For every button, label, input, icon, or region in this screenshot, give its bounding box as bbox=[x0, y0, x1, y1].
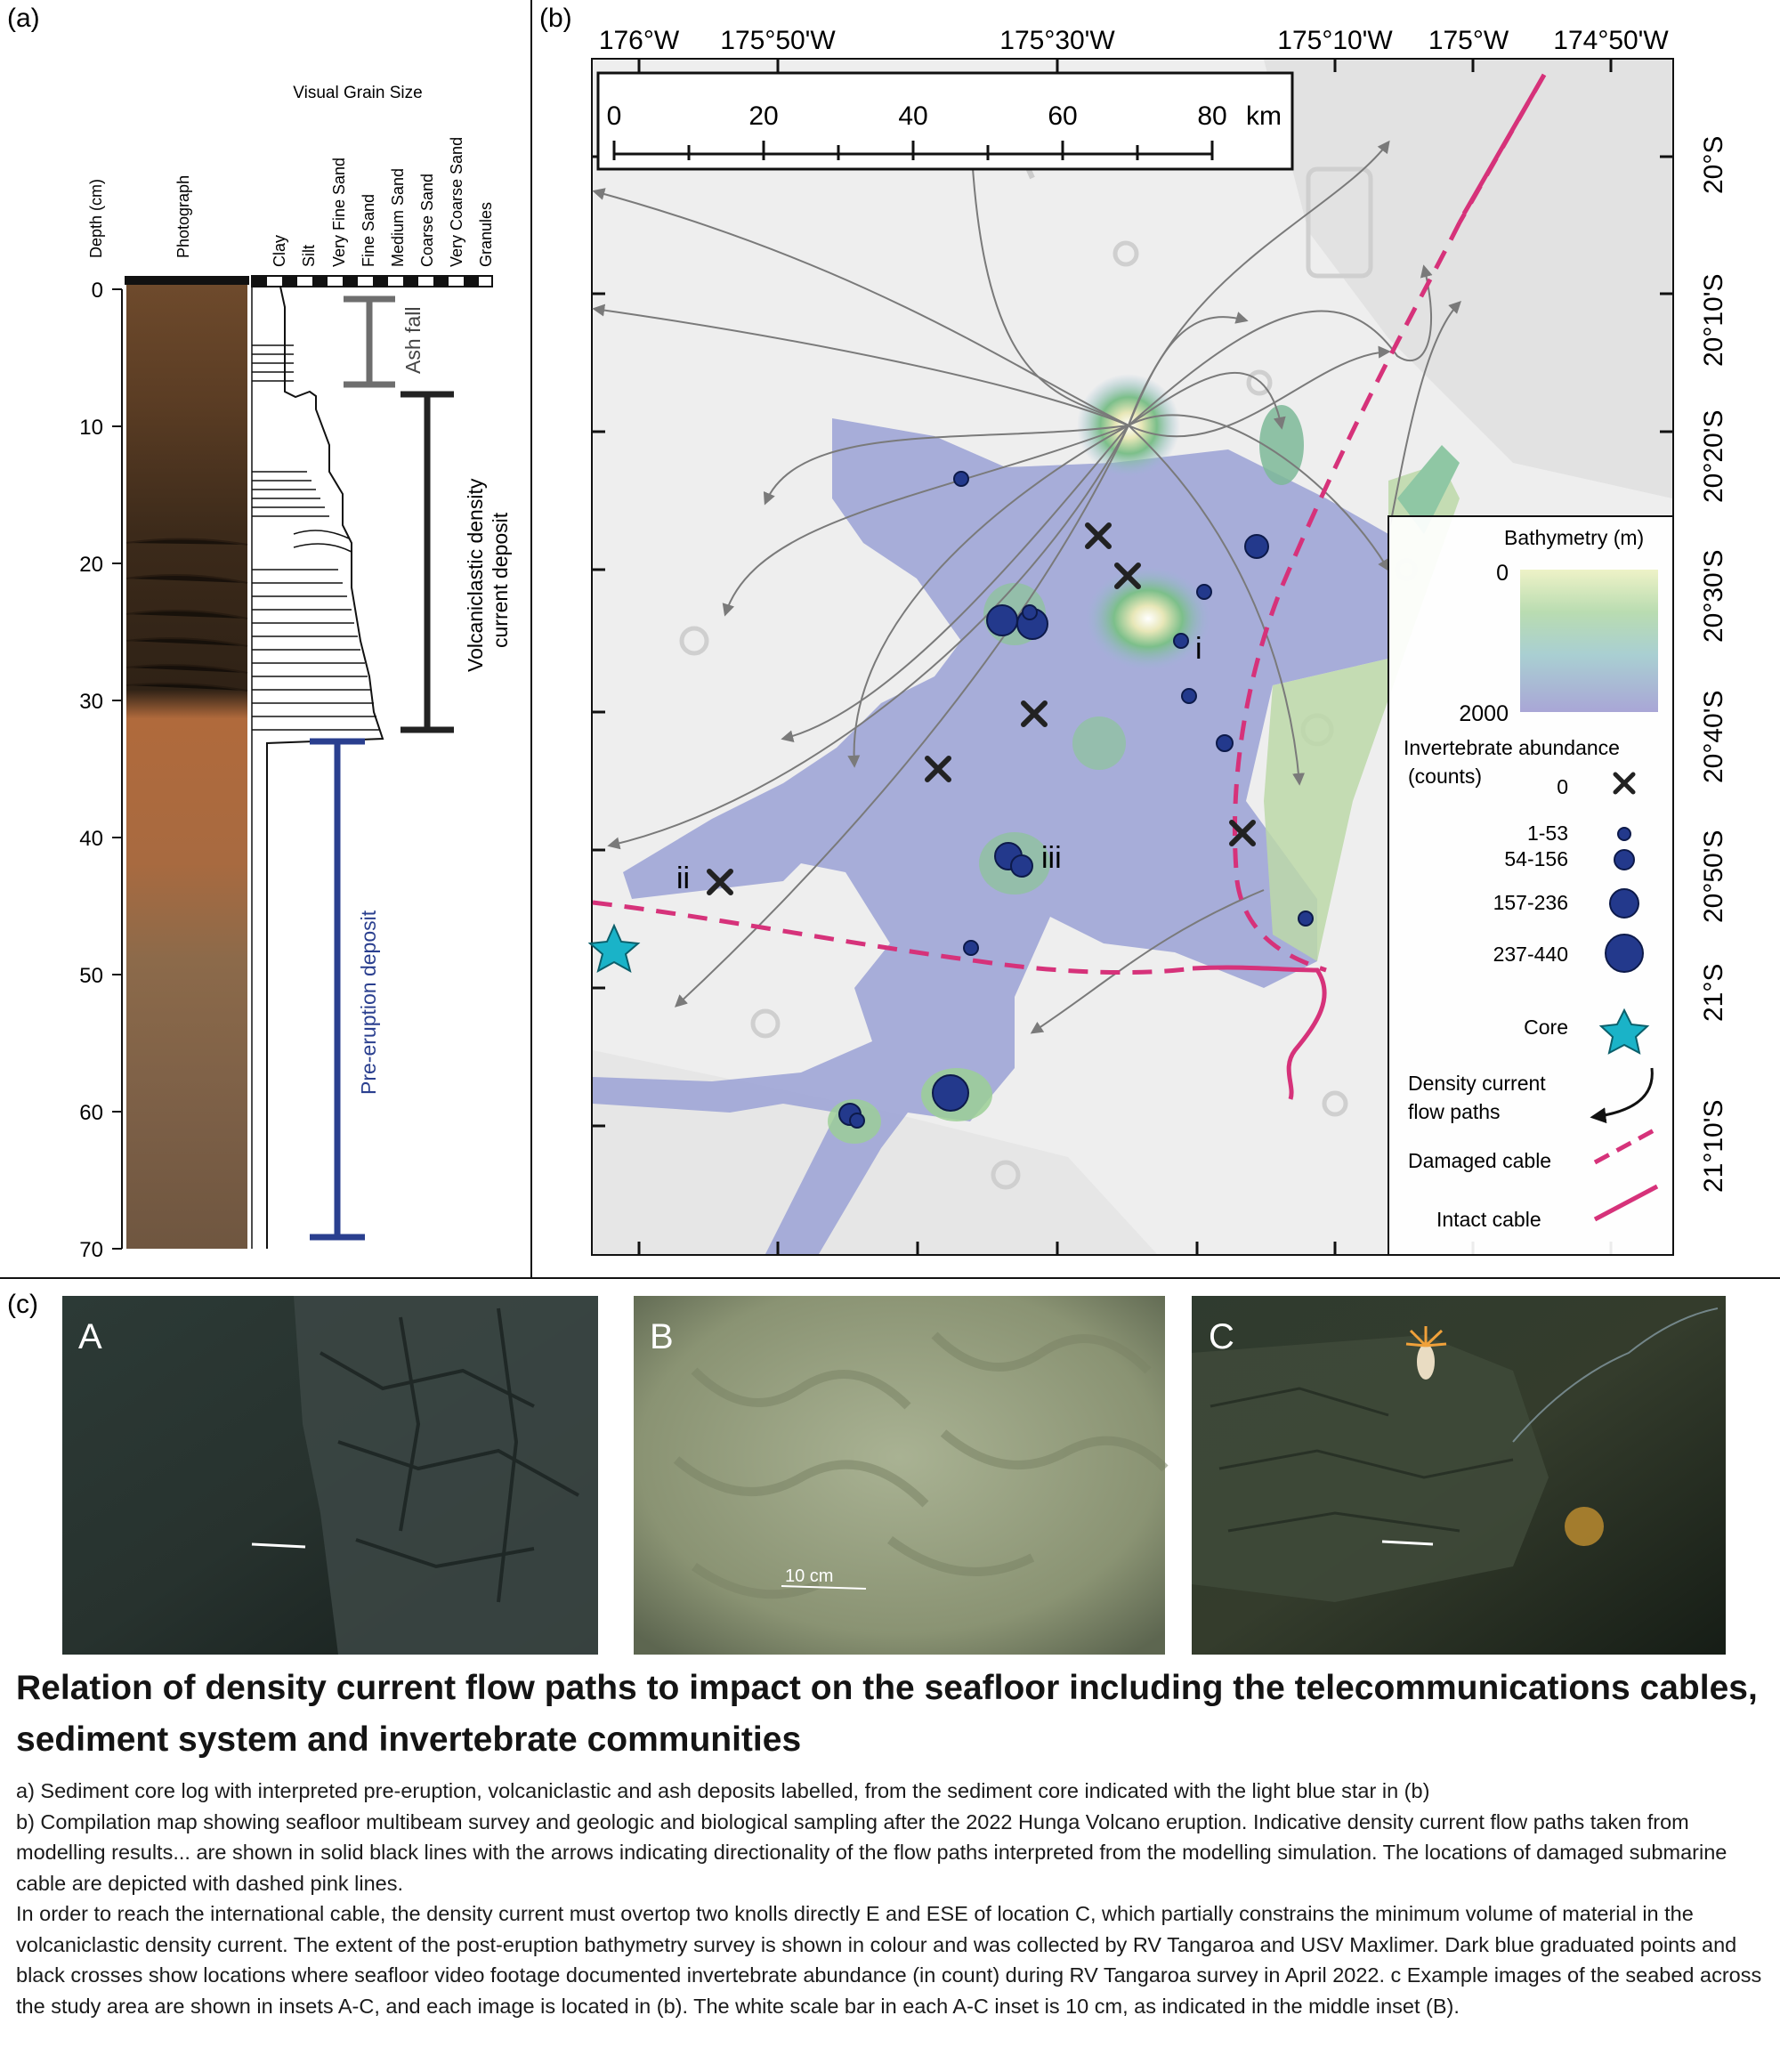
depth-axis-label: Depth (cm) bbox=[87, 178, 105, 258]
depth-tick-70: 70 bbox=[79, 1238, 103, 1262]
caption-paragraph-c: In order to reach the international cable, the density current must overtop two knolls directly E and ESE of location C, which partially constrains the minimum volume of material in the volcaniclastic density current. The extent of the post-eruption bathymetry survey is shown in colour and was collected by RV Tangaroa and USV Maxlimer. Dark blue graduated points and black crosses show locations where seafloor video footage documented invertebrate abundance (in count) during RV Tangaroa survey in April 2022. c Example images of the seabed across the study area are shown in insets A-C, and each image is located in (b). The white scale bar in each A-C inset is 10 cm, as indicated in the middle inset (B). bbox=[16, 1902, 1762, 2018]
vdc-deposit-bar bbox=[400, 394, 512, 730]
panel-label-c: (c) bbox=[7, 1290, 38, 1319]
lat-20s: 20°S bbox=[1699, 135, 1728, 194]
core-photograph bbox=[126, 285, 247, 1249]
legend-dot-small bbox=[1618, 828, 1630, 840]
caption-paragraph-b: b) Compilation map showing seafloor multibeam survey and geologic and biological sampling after the 2022 Hunga Volcano eruption. Indicative density current flow paths taken from modelling results... are shown in solid black lines with the arrows indicating directionality of the flow paths interpreted from the modelling simulation. The locations of damaged submarine cable are depicted with dashed pink lines. bbox=[16, 1809, 1727, 1895]
lon-175-10w: 175°10'W bbox=[1277, 26, 1393, 55]
panel-a-core-log bbox=[7, 4, 512, 1262]
depth-tick-10: 10 bbox=[79, 416, 103, 440]
anemone-stalk bbox=[1417, 1344, 1435, 1380]
orange-coral bbox=[1565, 1507, 1604, 1546]
depth-tick-40: 40 bbox=[79, 827, 103, 851]
legend-bathy-max: 2000 bbox=[1459, 701, 1509, 726]
grain-label-very-coarse-sand: Very Coarse Sand bbox=[448, 136, 465, 267]
legend-invertebrate-title-2: (counts) bbox=[1408, 765, 1483, 788]
legend-bathy-min: 0 bbox=[1496, 561, 1509, 586]
lon-175-30w: 175°30'W bbox=[999, 26, 1115, 55]
legend-flow-label-2: flow paths bbox=[1408, 1100, 1501, 1123]
scale-label-20: 20 bbox=[748, 101, 779, 131]
legend-bathymetry-colorbar bbox=[1520, 570, 1658, 712]
map-legend bbox=[1388, 516, 1673, 1255]
grain-label-coarse-sand: Coarse Sand bbox=[418, 173, 436, 267]
photo-a-label: A bbox=[78, 1317, 102, 1356]
grain-label-clay: Clay bbox=[271, 234, 288, 267]
panel-b-map bbox=[539, 4, 1728, 1255]
longitude-labels bbox=[599, 26, 1670, 55]
lat-20-20s: 20°20'S bbox=[1699, 409, 1728, 503]
depth-ticks bbox=[79, 279, 122, 1262]
legend-bathymetry-title: Bathymetry (m) bbox=[1504, 526, 1645, 549]
photo-a bbox=[62, 1296, 598, 1655]
scale-label-80: 80 bbox=[1197, 101, 1227, 131]
panel-label-a: (a) bbox=[7, 4, 40, 33]
legend-flow-label-1: Density current bbox=[1408, 1072, 1546, 1095]
lat-20-40s: 20°40'S bbox=[1699, 690, 1728, 783]
photo-b-scale-text: 10 cm bbox=[785, 1566, 834, 1586]
grain-label-medium-sand: Medium Sand bbox=[389, 167, 407, 267]
legend-dot-medium bbox=[1614, 850, 1634, 870]
vdc-label-line2: current deposit bbox=[489, 512, 512, 648]
latitude-labels bbox=[1699, 136, 1728, 1193]
ash-fall-bar bbox=[344, 299, 425, 384]
lat-21s: 21°S bbox=[1699, 963, 1728, 1022]
vdc-label-line1: Volcaniclastic density bbox=[464, 478, 487, 672]
lon-176w: 176°W bbox=[598, 26, 680, 55]
site-label-ii: ii bbox=[676, 862, 691, 895]
site-label-iii: iii bbox=[1041, 841, 1062, 875]
map-scale-bar bbox=[598, 73, 1292, 169]
legend-class-1: 1-53 bbox=[1526, 822, 1568, 845]
grain-size-profile bbox=[252, 287, 383, 1249]
panel-label-b: (b) bbox=[539, 4, 572, 33]
core-photo-topbar bbox=[125, 276, 249, 285]
lat-20-30s: 20°30'S bbox=[1699, 549, 1728, 643]
grain-size-labels bbox=[271, 137, 495, 267]
lon-175-50w: 175°50'W bbox=[720, 26, 836, 55]
lon-175w: 175°W bbox=[1428, 26, 1509, 55]
depth-tick-30: 30 bbox=[79, 690, 103, 714]
scale-label-0: 0 bbox=[606, 101, 622, 131]
caption-body bbox=[16, 1776, 1765, 2021]
pre-eruption-label: Pre-eruption deposit bbox=[357, 910, 380, 1095]
photograph-label: Photograph bbox=[174, 174, 192, 258]
site-label-i: i bbox=[1195, 632, 1202, 666]
photo-b-label: B bbox=[650, 1317, 674, 1356]
lat-20-50s: 20°50'S bbox=[1699, 830, 1728, 923]
legend-invertebrate-title-1: Invertebrate abundance bbox=[1404, 736, 1620, 759]
photo-c-label: C bbox=[1209, 1317, 1234, 1356]
scale-label-40: 40 bbox=[898, 101, 928, 131]
legend-dot-xlarge bbox=[1606, 935, 1643, 972]
grain-label-granules: Granules bbox=[477, 201, 495, 267]
legend-dot-large bbox=[1610, 889, 1638, 918]
legend-damaged-cable-label: Damaged cable bbox=[1408, 1149, 1552, 1172]
grain-size-scale-bar bbox=[252, 276, 492, 287]
grain-size-header: Visual Grain Size bbox=[293, 84, 423, 102]
legend-class-0: 0 bbox=[1557, 775, 1568, 798]
scale-label-60: 60 bbox=[1048, 101, 1078, 131]
caption-paragraph-a: a) Sediment core log with interpreted pre-eruption, volcaniclastic and ash deposits labelled, from the sediment core indicated with the light blue star in (b) bbox=[16, 1779, 1430, 1802]
legend-class-4: 237-440 bbox=[1493, 943, 1568, 966]
grain-label-silt: Silt bbox=[300, 244, 318, 267]
legend-class-2: 54-156 bbox=[1504, 847, 1568, 870]
lon-174-50w: 174°50'W bbox=[1553, 26, 1669, 55]
legend-intact-cable-label: Intact cable bbox=[1436, 1208, 1541, 1231]
grain-label-fine-sand: Fine Sand bbox=[360, 193, 377, 267]
ash-fall-label: Ash fall bbox=[401, 306, 425, 374]
depth-tick-0: 0 bbox=[91, 279, 103, 303]
lat-21-10s: 21°10'S bbox=[1699, 1099, 1728, 1193]
legend-class-3: 157-236 bbox=[1493, 891, 1568, 914]
caption-title: Relation of density current flow paths to impact on the seafloor including the telecommunications cables, sediment system and invertebrate communities bbox=[16, 1669, 1758, 1759]
pre-eruption-bar bbox=[310, 741, 380, 1237]
panel-c-photos bbox=[7, 1290, 1726, 1655]
depth-tick-50: 50 bbox=[79, 964, 103, 988]
photo-c bbox=[1192, 1296, 1726, 1655]
scale-unit: km bbox=[1246, 101, 1282, 131]
depth-tick-20: 20 bbox=[79, 553, 103, 577]
lat-20-10s: 20°10'S bbox=[1699, 273, 1728, 367]
photo-b bbox=[634, 1296, 1165, 1655]
legend-core-label: Core bbox=[1524, 1016, 1568, 1039]
depth-tick-60: 60 bbox=[79, 1101, 103, 1125]
grain-label-very-fine-sand: Very Fine Sand bbox=[330, 157, 348, 267]
